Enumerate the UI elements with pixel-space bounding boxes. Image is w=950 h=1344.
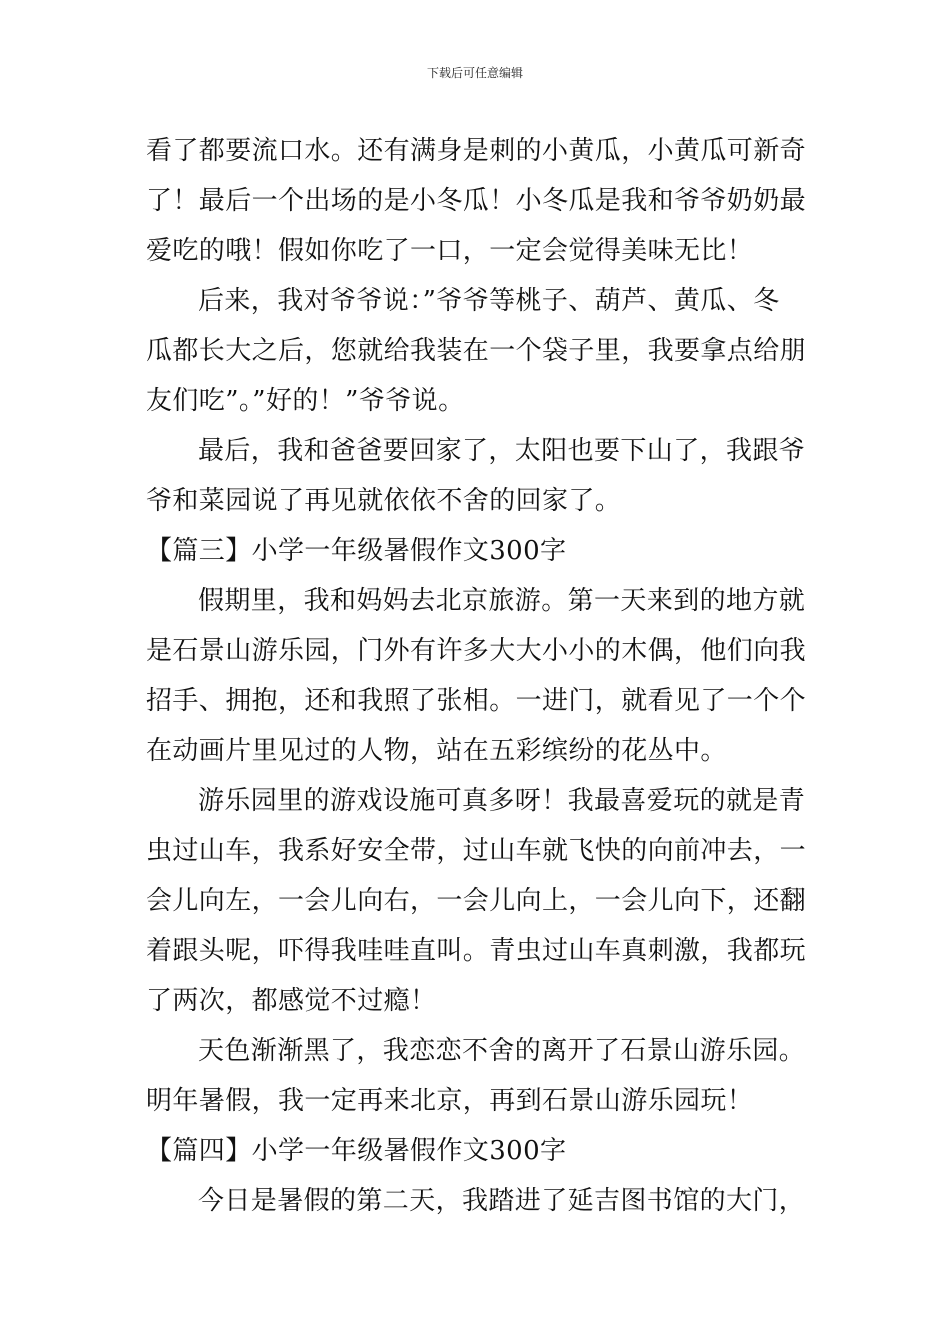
text-line: 瓜都长大之后，您就给我装在一个袋子里，我要拿点给朋 (146, 336, 807, 366)
paragraph-start: 天色渐渐黑了，我恋恋不舍的离开了石景山游乐园。 (198, 1036, 806, 1066)
paragraph-start: 今日是暑假的第二天，我踏进了延吉图书馆的大门， (198, 1186, 806, 1216)
text-line: 了两次，都感觉不过瘾！ (146, 986, 437, 1016)
page-header: 下载后可任意编辑 (426, 66, 523, 80)
text-line: 了！最后一个出场的是小冬瓜！小冬瓜是我和爷爷奶奶最 (146, 186, 807, 216)
paragraph-start: 游乐园里的游戏设施可真多呀！我最喜爱玩的就是青 (198, 786, 806, 816)
paragraph-start: 后来，我对爷爷说：”爷爷等桃子、葫芦、黄瓜、冬 (198, 286, 780, 316)
text-line: 在动画片里见过的人物，站在五彩缤纷的花丛中。 (146, 736, 727, 766)
text-line: 明年暑假，我一定再来北京，再到石景山游乐园玩！ (146, 1086, 754, 1116)
text-line: 看了都要流口水。还有满身是刺的小黄瓜，小黄瓜可新奇 (146, 136, 807, 166)
text-line: 虫过山车，我系好安全带，过山车就飞快的向前冲去，一 (146, 836, 807, 866)
paragraph-start: 最后，我和爸爸要回家了，太阳也要下山了，我跟爷 (198, 436, 806, 466)
section-heading: 【篇三】小学一年级暑假作文300字 (146, 536, 567, 566)
text-line: 是石景山游乐园，门外有许多大大小小的木偶，他们向我 (146, 636, 807, 666)
text-line: 友们吃”。”好的！”爷爷说。 (146, 386, 465, 416)
document-body (146, 126, 810, 1226)
text-line: 爱吃的哦！假如你吃了一口，一定会觉得美味无比！ (146, 236, 754, 266)
text-line: 会儿向左，一会儿向右，一会儿向上，一会儿向下，还翻 (146, 886, 807, 916)
text-line: 爷和菜园说了再见就依依不舍的回家了。 (146, 486, 622, 516)
paragraph-start: 假期里，我和妈妈去北京旅游。第一天来到的地方就 (198, 586, 806, 616)
text-line: 招手、拥抱，还和我照了张相。一进门，就看见了一个个 (146, 686, 807, 716)
text-line: 着跟头呢，吓得我哇哇直叫。青虫过山车真刺激，我都玩 (146, 936, 807, 966)
section-heading: 【篇四】小学一年级暑假作文300字 (146, 1136, 567, 1166)
